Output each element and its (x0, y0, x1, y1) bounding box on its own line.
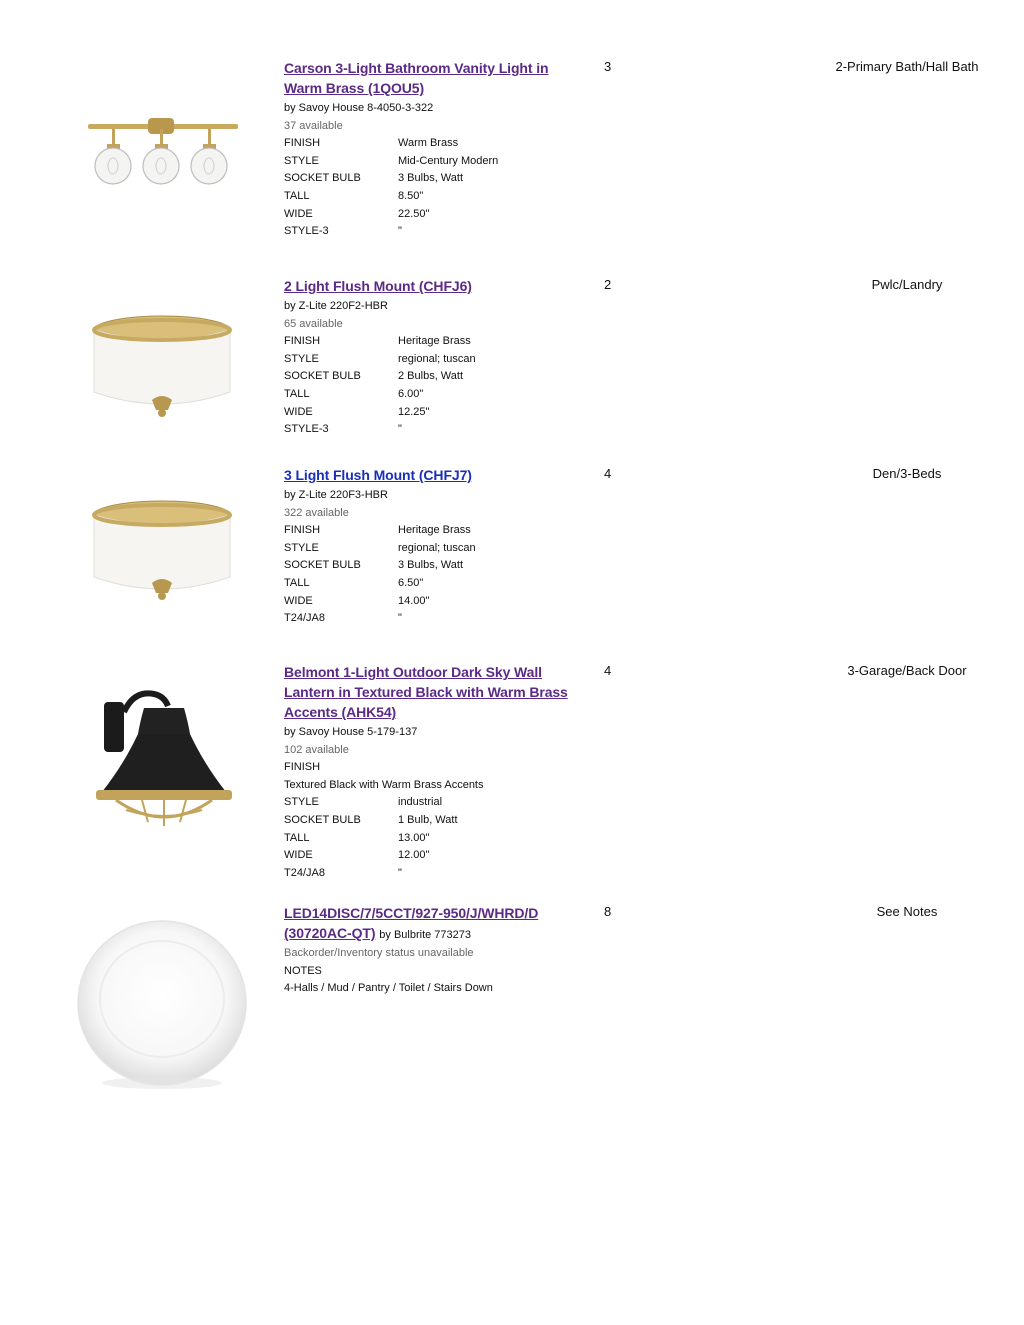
spec-row (284, 522, 584, 540)
spec-value: 3 Bulbs, Watt (398, 172, 464, 185)
spec-row (284, 153, 584, 171)
spec-value: 12.25" (398, 405, 430, 418)
availability-text: 65 available (284, 317, 343, 330)
product-info (284, 465, 584, 628)
spec-row (284, 575, 584, 593)
spec-value: 13.00" (398, 831, 430, 844)
spec-value: industrial (398, 796, 443, 809)
spec-label: TALL (284, 387, 310, 400)
product-title-link[interactable]: Belmont 1-Light Outdoor Dark Sky Wall Lantern in Textured Black with Warm Brass Accents (AHK54) (284, 664, 568, 720)
spec-row (284, 540, 584, 558)
product-title-link[interactable]: 2 Light Flush Mount (CHFJ6) (284, 278, 472, 294)
product-thumbnail[interactable] (72, 493, 252, 633)
spec-value: 1 Bulb, Watt (398, 813, 458, 826)
spec-value: 6.00" (398, 387, 424, 400)
availability-text: 322 available (284, 506, 349, 519)
quantity: 8 (604, 904, 612, 919)
spec-row (284, 421, 584, 439)
product-thumbnail[interactable] (72, 684, 252, 844)
wall-lantern-icon (72, 684, 252, 844)
disc-light-icon (72, 913, 252, 1093)
spec-value: 8.50" (398, 189, 424, 202)
spec-label: SOCKET BULB (284, 813, 361, 826)
spec-value: Warm Brass (398, 137, 459, 150)
product-info (284, 662, 584, 882)
spec-value: regional; tuscan (398, 352, 476, 365)
manufacturer-line: by Savoy House 8-4050-3-322 (284, 102, 434, 114)
finish-value: Textured Black with Warm Brass Accents (284, 778, 484, 791)
spec-row (284, 386, 584, 404)
spec-label: SOCKET BULB (284, 172, 361, 185)
spec-row (284, 188, 584, 206)
spec-row (284, 333, 584, 351)
spec-value: 6.50" (398, 576, 424, 589)
spec-label: STYLE-3 (284, 423, 329, 436)
spec-label: TALL (284, 576, 310, 589)
spec-row (284, 351, 584, 369)
product-thumbnail[interactable] (72, 300, 252, 440)
product-title-link[interactable]: 3 Light Flush Mount (CHFJ7) (284, 467, 472, 483)
spec-value: regional; tuscan (398, 541, 476, 554)
spec-value: Heritage Brass (398, 335, 471, 348)
availability-text: 102 available (284, 743, 349, 756)
spec-label: STYLE (284, 154, 319, 167)
spec-row (284, 847, 584, 865)
spec-label: STYLE-3 (284, 225, 329, 238)
manufacturer-line: by Savoy House 5-179-137 (284, 726, 418, 738)
spec-row (284, 794, 584, 812)
spec-row (284, 223, 584, 241)
availability-text: 37 available (284, 119, 343, 132)
spec-row (284, 865, 584, 883)
spec-value: 3 Bulbs, Watt (398, 559, 464, 572)
product-info (284, 903, 584, 998)
product-title-link[interactable]: Carson 3-Light Bathroom Vanity Light in Warm Brass (1QOU5) (284, 60, 549, 96)
spec-label: STYLE (284, 541, 319, 554)
spec-row (284, 404, 584, 422)
product-title-link[interactable]: LED14DISC/7/5CCT/927-950/J/WHRD/D (30720AC-QT) (284, 905, 539, 941)
spec-row (284, 557, 584, 575)
flush-mount-icon (72, 300, 252, 440)
spec-label: SOCKET BULB (284, 370, 361, 383)
product-info (284, 58, 584, 241)
spec-label: WIDE (284, 207, 313, 220)
spec-row (284, 593, 584, 611)
spec-label: FINISH (284, 335, 321, 348)
spec-value: " (398, 423, 402, 436)
location: See Notes (876, 904, 938, 919)
finish-label: FINISH (284, 761, 321, 774)
quantity: 4 (604, 663, 612, 678)
spec-value: 2 Bulbs, Watt (398, 370, 464, 383)
location: Pwlc/Landry (871, 277, 943, 292)
spec-row (284, 368, 584, 386)
spec-label: SOCKET BULB (284, 559, 361, 572)
manufacturer-line: by Z-Lite 220F3-HBR (284, 489, 388, 501)
product-thumbnail[interactable] (72, 913, 252, 1093)
spec-row (284, 206, 584, 224)
location: Den/3-Beds (872, 466, 942, 481)
spec-row (284, 170, 584, 188)
manufacturer-line: by Bulbrite 773273 (379, 929, 472, 941)
product-thumbnail[interactable] (72, 108, 252, 208)
location: 3-Garage/Back Door (847, 663, 967, 678)
spec-label: WIDE (284, 594, 313, 607)
flush-mount-icon (72, 493, 252, 633)
quantity: 3 (604, 59, 612, 74)
spec-value: " (398, 866, 402, 879)
spec-row (284, 610, 584, 628)
quantity: 4 (604, 466, 612, 481)
manufacturer-line: by Z-Lite 220F2-HBR (284, 300, 388, 312)
spec-value: Mid-Century Modern (398, 154, 499, 167)
title-block (284, 903, 584, 945)
spec-label: T24/JA8 (284, 612, 325, 625)
spec-value: 22.50" (398, 207, 430, 220)
product-info (284, 276, 584, 439)
spec-value: Heritage Brass (398, 524, 471, 537)
notes-value: 4-Halls / Mud / Pantry / Toilet / Stairs Down (284, 982, 493, 995)
spec-label: TALL (284, 831, 310, 844)
spec-label: FINISH (284, 524, 321, 537)
availability-text: Backorder/Inventory status unavailable (284, 947, 474, 959)
spec-value: " (398, 225, 402, 238)
spec-value: " (398, 612, 402, 625)
vanity-light-icon (72, 108, 252, 198)
notes-label: NOTES (284, 964, 322, 977)
location: 2-Primary Bath/Hall Bath (835, 59, 979, 74)
spec-label: T24/JA8 (284, 866, 325, 879)
spec-row (284, 830, 584, 848)
spec-label: FINISH (284, 137, 321, 150)
spec-value: 12.00" (398, 849, 430, 862)
quantity: 2 (604, 277, 612, 292)
spec-label: WIDE (284, 849, 313, 862)
spec-label: TALL (284, 189, 310, 202)
spec-row (284, 135, 584, 153)
spec-value: 14.00" (398, 594, 430, 607)
spec-label: STYLE (284, 352, 319, 365)
spec-label: STYLE (284, 796, 319, 809)
spec-label: WIDE (284, 405, 313, 418)
spec-row (284, 812, 584, 830)
